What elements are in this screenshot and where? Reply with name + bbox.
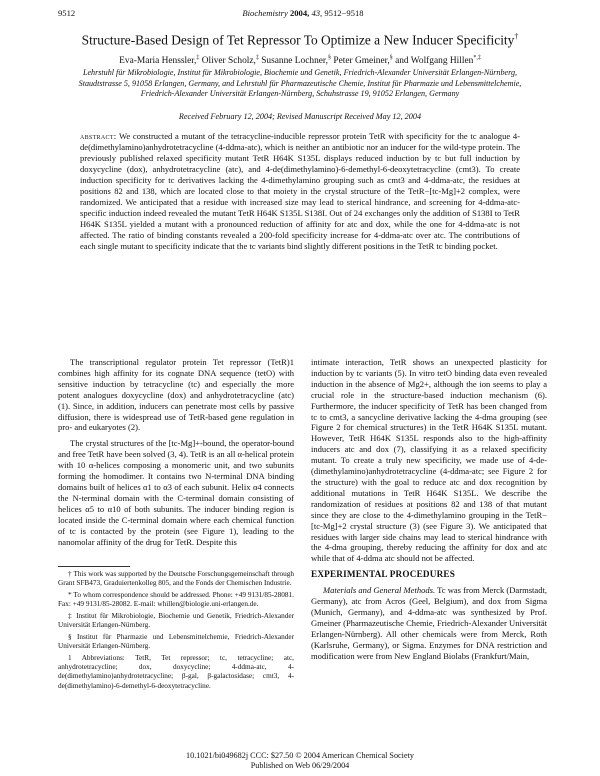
article-title	[40, 29, 560, 48]
abstract	[80, 131, 520, 253]
methods-text: Tc was from Merck (Darmstadt, Germany), atc from Acros (Geel, Belgium), and dox from Sigma (Munich, Germany), and 4-ddma-atc was synthesized by Prof. Gmeiner (Pharmazeutische Chemie, Friedrich-Alexander Universität Erlangen-Nürnberg). All other chemicals were from Merck, Roth (Karlsruhe, Germany), or Sigma. Enzymes for DNA restriction and modification were from New England Biolabs (Frankfurt/Main,	[311, 585, 547, 661]
page-footer	[40, 751, 560, 770]
run-in-heading: Materials and General Methods.	[323, 585, 436, 596]
section-heading: EXPERIMENTAL PROCEDURES	[311, 569, 456, 580]
author-name: Eva-Maria Henssler,	[119, 56, 197, 67]
title-footnote-mark: †	[514, 32, 519, 41]
article-title-text: Structure-Based Design of Tet Repressor To Optimize a New Inducer Specificity	[81, 32, 515, 48]
body-paragraph: The crystal structures of the [tc-Mg]+-bound, the operator-bound and free TetR have been solved (3, 4). TetR is an all α-helical protein with 10 α-helices composing a monomeric unit, and two subunits forming the homodimer. It contains two N-terminal DNA binding domains built of helices α1 to α3 of each subunit. Helix α4 connects the N-terminal domain with the C-terminal domain consisting of helices α5 to α10 of both subunits. The inducer binding region is located inside the C-terminal domain where each chemical function of tc is contacted by the protein (see Figure 1), leading to the nanomolar affinity of the drug for TetR. Despite this	[58, 438, 294, 547]
author-name: Oliver Scholz,	[201, 56, 256, 67]
footnote-divider	[58, 566, 130, 567]
footnote: † This work was supported by the Deutsche Forschungsgemeinschaft through Grant SFB473, Graduiertenkolleg 805, and the Fonds der Chemischen Industrie.	[58, 570, 294, 588]
page-number: 9512	[58, 8, 76, 18]
footnote: 1 Abbreviations: TetR, Tet repressor; tc, tetracycline; atc, anhydrotetracycline; dox, doxycycline; 4-ddma-atc, 4-de(dimethylamino)anhydrotetracycline; β-gal, β-galactosidase; cmt3, 4-de(dimethylamino)-6-demethyl-6-deoxytetracycline.	[58, 654, 294, 690]
doi-line: 10.1021/bi049682j CCC: $27.50 © 2004 American Chemical Society	[186, 751, 414, 760]
author-name: Peter Gmeiner,	[333, 56, 390, 67]
affiliation: Lehrstuhl für Mikrobiologie, Institut für Mikrobiologie, Biochemie und Genetik, Friedrich-Alexander Universität Erlangen-Nürnberg, Staudtstrasse 5, 91058 Erlangen, Germany, and Lehrstuhl für Pharmazeutische Chemie, Institut für Pharmazie und Lebensmittelchemie, Friedrich-Alexander Universität Erlangen-Nürnberg, Schuhstrasse 19, 91052 Erlangen, Germany	[78, 68, 522, 99]
methods-paragraph	[311, 585, 547, 661]
journal-name: Biochemistry	[242, 8, 288, 18]
body-paragraph: intimate interaction, TetR shows an unexpected plasticity for induction by tc variants (5). In vitro tetO binding data even revealed induction in the absence of Mg2+, although the ion seems to play a crucial role in the structure-based induction mechanism (6). Furthermore, the inducer specificity of TetR has been changed from tc to cmt3, a sancycline derivative lacking the 4-dma grouping (see Figure 2 for chemical structures) in the TetR H64K S135L mutant. However, TetR H64K S135L responds also to the high-affinity inducers atc and dox (7), classifying it as a relaxed specificity mutant. To create a truly new specificity, we made use of 4-de-(dimethylamino)anhydrotetracycline (4-ddma-atc; see Figure 2 for the structure) with the goal to reduce atc and dox recognition by additional mutations in TetR H64K S135L. We describe the randomization of residues at positions 82 and 138 of that mutant since they are close to the 4-dimethylamino grouping in the TetR−[tc-Mg]+2 crystal structure (3) (see Figure 3). We anticipated that residues with larger side chains may lead to sterical hindrance with the 4-dma grouping, thereby reducing the affinity for dox and atc while that of 4-ddma atc should not be affected.	[311, 357, 547, 564]
received-dates: Received February 12, 2004; Revised Manuscript Received May 12, 2004	[178, 112, 422, 121]
journal-volume: 43,	[311, 8, 323, 18]
author-mark: *,‡	[473, 55, 481, 61]
author-mark: §	[389, 55, 393, 61]
right-column	[311, 357, 547, 661]
author-mark: §	[328, 55, 332, 61]
left-column	[58, 357, 294, 547]
author-mark: ‡	[255, 55, 259, 61]
author-mark: ‡	[196, 55, 200, 61]
journal-pages: 9512−9518	[324, 8, 364, 18]
journal-year: 2004,	[289, 8, 310, 18]
author-name: and Wolfgang Hillen	[395, 56, 474, 67]
abstract-text: We constructed a mutant of the tetracycline-inducible repressor protein TetR with specificity for the tc analogue 4-de(dimethylamino)anhydrotetracycline (4-ddma-atc), which is neither an antibiotic nor an inducer for the wild-type protein. The previously published relaxed specificity mutant TetR H64K S135L displays reduced induction by tc but full induction by doxycycline (dox), anhydrotetracycline (atc), and 4-de(dimethylamino)-6-demethyl-6-deoxytetracycline (cmt3). To create induction specificity for tc derivatives lacking the 4-dimethylamino grouping such as cmt3 and 4-ddma-atc, the residues at positions 82 and 138, which are located close to that moiety in the crystal structure of the TetR−[tc-Mg]+2 complex, were randomized. We anticipated that a residue with increased size may lead to sterical hindrance, and screening for 4-ddma-atc-specific induction indeed revealed the mutant TetR H64K S135L S138I. Out of 24 exchanges only the addition of S138I to TetR H64K S135L yielded a mutant with a pronounced reduction of affinity for atc and dox, while the one for 4-ddma-atc is not affected. The ratio of binding constants revealed a 200-fold specificity increase for 4-ddma-atc over atc. The contributions of each single mutant to specificity indicate that the tc variants bind slightly different positions in the TetR tc binding pocket.	[80, 131, 520, 252]
abstract-label: abstract:	[80, 131, 117, 141]
journal-citation	[58, 8, 548, 18]
footnote: * To whom correspondence should be addressed. Phone: +49 9131/85-28081. Fax: +49 9131/85-28082. E-mail: whillen@biologie.uni-erlangen.de.	[58, 591, 294, 609]
body-paragraph: The transcriptional regulator protein Tet repressor (TetR)1 combines high affinity for its cognate DNA sequence (tetO) with sensitive induction by tetracycline (tc) and especially the more potent analogues doxycycline (dox) and anhydrotetracycline (atc) (1). Since, in addition, inducers can penetrate most cells by passive diffusion, there is widespread use of TetR-based gene regulation in pro- and eukaryotes (2).	[58, 357, 294, 433]
running-head	[58, 8, 548, 22]
publication-date: Published on Web 06/29/2004	[250, 760, 350, 770]
footnote: § Institut für Pharmazie und Lebensmittelchemie, Friedrich-Alexander Universität Erlangen-Nürnberg.	[58, 633, 294, 651]
footnote: ‡ Institut für Mikrobiologie, Biochemie und Genetik, Friedrich-Alexander Universität Erlangen-Nürnberg.	[58, 612, 294, 630]
author-list	[40, 52, 560, 67]
footnotes	[58, 570, 294, 693]
author-name: Susanne Lochner,	[261, 56, 329, 67]
